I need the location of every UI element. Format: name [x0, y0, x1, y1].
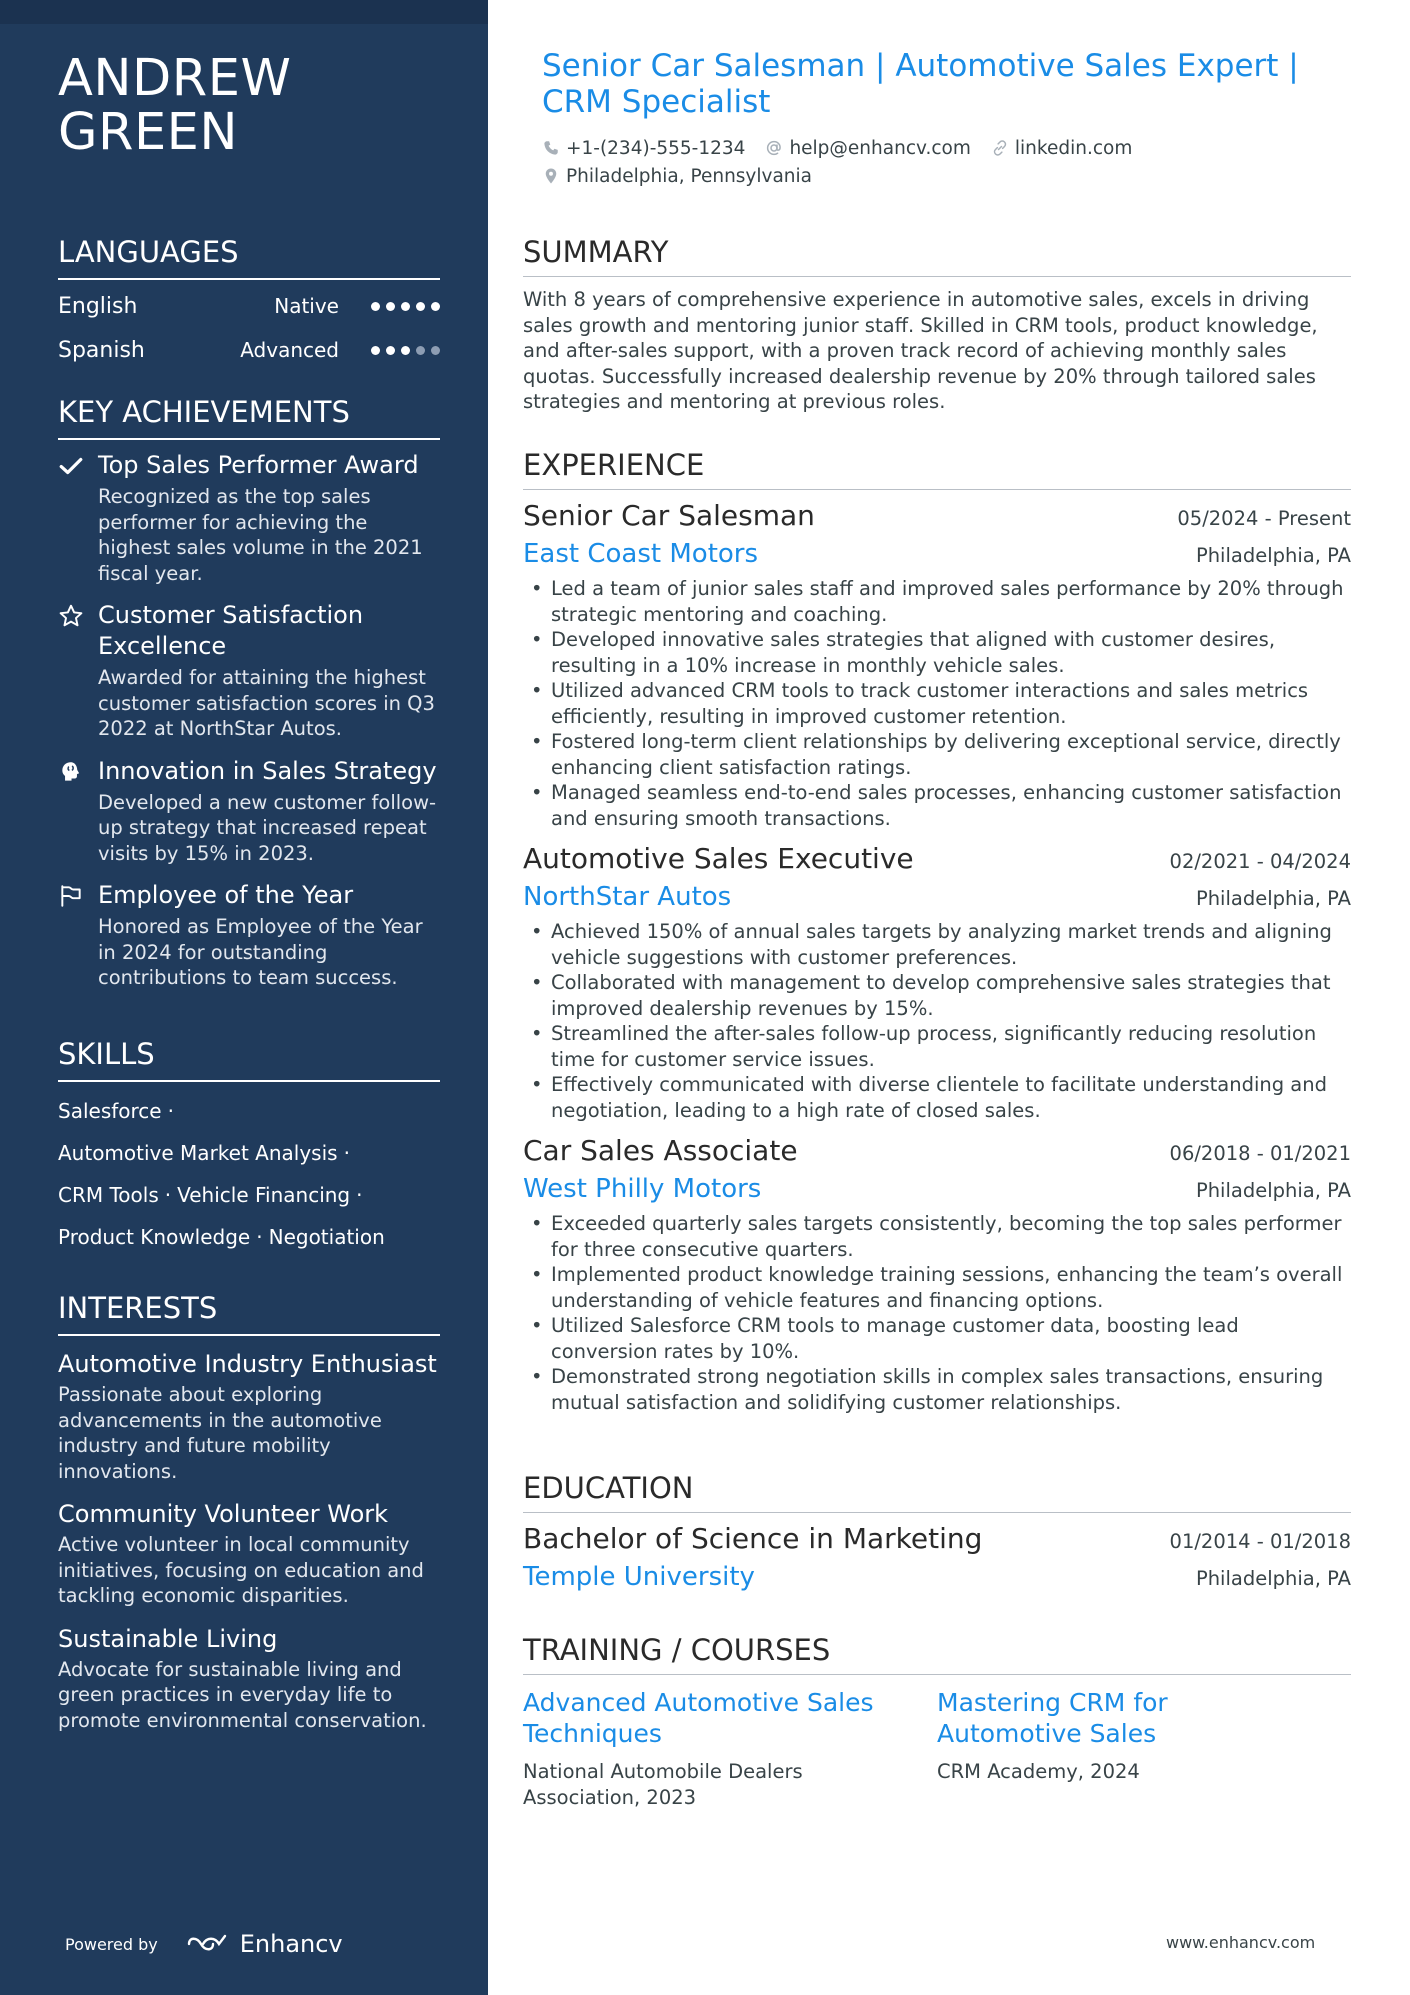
location-text: Philadelphia, Pennsylvania — [566, 165, 813, 187]
job-location: Philadelphia, PA — [1195, 544, 1351, 567]
location-pin-icon — [542, 167, 560, 185]
email-address: help@enhancv.com — [789, 137, 971, 159]
job-location: Philadelphia, PA — [1195, 1179, 1351, 1202]
achievement-item — [58, 450, 440, 586]
skills-title: SKILLS — [58, 1036, 440, 1082]
proficiency-dot-filled — [371, 302, 380, 311]
training-section — [523, 1632, 1351, 1810]
enhancv-logo-icon — [186, 1933, 230, 1955]
job-date: 06/2018 - 01/2021 — [1169, 1142, 1351, 1165]
proficiency-dot-filled — [401, 346, 410, 355]
language-row — [58, 328, 440, 372]
education-location: Philadelphia, PA — [1195, 1567, 1351, 1590]
star-icon — [58, 603, 84, 629]
job-entry — [523, 498, 1351, 831]
course-title: Mastering CRM for Automotive Sales — [937, 1688, 1168, 1748]
proficiency-dot-filled — [386, 346, 395, 355]
achievement-desc: Developed a new customer follow-up strategy that increased repeat visits by 15% in 2023. — [98, 790, 437, 865]
flag-icon — [58, 883, 84, 909]
profile-link: linkedin.com — [1014, 137, 1133, 159]
proficiency-dot-filled — [401, 302, 410, 311]
language-level: Advanced — [240, 338, 339, 362]
proficiency-dot-empty — [416, 346, 425, 355]
skill-item: Vehicle Financing — [177, 1183, 351, 1207]
at-icon — [765, 139, 783, 157]
job-bullet: • Led a team of junior sales staff and improved sales performance by 20% through strategic mentoring and coaching. — [523, 576, 1351, 627]
interest-title: Automotive Industry Enthusiast — [58, 1350, 437, 1378]
achievement-title: Top Sales Performer Award — [98, 451, 419, 479]
language-name: Spanish — [58, 337, 145, 363]
powered-by-label: Powered by — [65, 1934, 158, 1954]
job-entry — [523, 1133, 1351, 1415]
course-provider: CRM Academy, 2024 — [937, 1760, 1140, 1783]
job-bullet: • Implemented product knowledge training sessions, enhancing the team’s overall understanding of vehicle features and financing options. — [523, 1262, 1351, 1313]
job-bullet: • Streamlined the after-sales follow-up process, significantly reducing resolution time for customer service issues. — [523, 1021, 1351, 1072]
education-section — [523, 1470, 1351, 1593]
company-name: NorthStar Autos — [523, 882, 732, 912]
skill-item: Product Knowledge — [58, 1225, 251, 1249]
skill-item: Negotiation — [268, 1225, 385, 1249]
summary-section — [523, 234, 1351, 415]
interest-title: Community Volunteer Work — [58, 1500, 389, 1528]
job-bullet: • Fostered long-term client relationships by delivering exceptional service, directly enhancing client satisfaction ratings. — [523, 729, 1351, 780]
achievement-desc: Honored as Employee of the Year in 2024 for outstanding contributions to team success. — [98, 915, 423, 989]
achievement-title: Innovation in Sales Strategy — [98, 756, 437, 785]
skill-item: CRM Tools — [58, 1183, 159, 1207]
link-contact[interactable] — [991, 138, 1132, 159]
school-name: Temple University — [523, 1562, 755, 1592]
interests-section — [58, 1290, 440, 1733]
education-title: EDUCATION — [523, 1470, 1351, 1513]
proficiency-dot-filled — [371, 346, 380, 355]
skills-section: SKILLS Salesforce · Automotive Market Analysis · CRM Tools · Vehicle Financing · Product Knowledge · Negotiation — [58, 1036, 440, 1258]
job-title: Senior Car Salesman — [523, 499, 815, 532]
skill-item: Salesforce — [58, 1099, 162, 1123]
course-title: Advanced Automotive Sales Techniques — [523, 1688, 874, 1748]
footer-url[interactable]: www.enhancv.com — [1166, 1933, 1316, 1952]
contact-info — [542, 134, 1342, 190]
interest-desc: Active volunteer in local community initiatives, focusing on education and tackling economic disparities. — [58, 1533, 424, 1607]
experience-title: EXPERIENCE — [523, 447, 1351, 490]
job-date: 05/2024 - Present — [1177, 507, 1351, 530]
achievements-title: KEY ACHIEVEMENTS — [58, 394, 440, 440]
education-date: 01/2014 - 01/2018 — [1169, 1530, 1351, 1553]
achievement-title: Employee of the Year — [98, 881, 354, 909]
interests-title: INTERESTS — [58, 1290, 440, 1336]
interest-desc: Passionate about exploring advancements in the automotive industry and future mobility innovations. — [58, 1383, 382, 1483]
course-provider: National Automobile Dealers Association, 2023 — [523, 1760, 803, 1809]
achievement-title: Customer Satisfaction Excellence — [98, 601, 364, 660]
skill-item: Automotive Market Analysis — [58, 1141, 338, 1165]
degree-title: Bachelor of Science in Marketing — [523, 1522, 983, 1555]
proficiency-dot-filled — [431, 302, 440, 311]
proficiency-dot-filled — [416, 302, 425, 311]
proficiency-dot-empty — [431, 346, 440, 355]
enhancv-logo[interactable] — [186, 1930, 343, 1958]
interest-title: Sustainable Living — [58, 1624, 278, 1653]
languages-section — [58, 234, 440, 372]
phone-number: +1-(234)-555-1234 — [566, 137, 746, 159]
job-bullet: • Utilized Salesforce CRM tools to manage customer data, boosting lead conversion rates by 10%. — [523, 1313, 1351, 1364]
job-bullet: • Exceeded quarterly sales targets consistently, becoming the top sales performer for three consecutive quarters. — [523, 1211, 1351, 1262]
languages-title: LANGUAGES — [58, 234, 440, 280]
summary-text: With 8 years of comprehensive experience in automotive sales, excels in driving sales growth and mentoring junior staff. Skilled in CRM tools, product knowledge, and after-sales support, with a proven track record of achieving monthly sales quotas. Successfully increased dealership revenue by 20% through tailored sales strategies and mentoring at previous roles. — [523, 288, 1318, 413]
summary-title: SUMMARY — [523, 234, 1351, 277]
job-date: 02/2021 - 04/2024 — [1169, 850, 1351, 873]
phone-icon — [542, 139, 560, 157]
proficiency-dots — [371, 346, 440, 355]
company-name: West Philly Motors — [523, 1174, 762, 1204]
achievement-item — [58, 600, 440, 742]
job-bullet: • Managed seamless end-to-end sales processes, enhancing customer satisfaction and ensuring smooth transactions. — [523, 780, 1351, 831]
language-level: Native — [274, 294, 339, 318]
brain-icon — [58, 759, 84, 785]
experience-section — [523, 447, 1351, 1415]
course-item — [937, 1687, 1351, 1810]
proficiency-dot-filled — [386, 302, 395, 311]
company-name: East Coast Motors — [523, 539, 759, 569]
job-entry — [523, 841, 1351, 1123]
sidebar-top-bar — [0, 0, 488, 24]
job-bullet: • Utilized advanced CRM tools to track customer interactions and sales metrics efficiently, resulting in improved customer retention. — [523, 678, 1351, 729]
check-icon — [58, 453, 84, 479]
candidate-name: ANDREW GREEN — [58, 49, 292, 162]
job-bullet: • Effectively communicated with diverse clientele to facilitate understanding and negotiation, leading to a high rate of closed sales. — [523, 1072, 1351, 1123]
job-bullet: • Collaborated with management to develop comprehensive sales strategies that improved dealership revenues by 15%. — [523, 970, 1351, 1021]
job-title: Automotive Sales Executive — [523, 842, 914, 875]
job-bullet: • Demonstrated strong negotiation skills in complex sales transactions, ensuring mutual satisfaction and solidifying customer relationships. — [523, 1364, 1351, 1415]
achievements-section — [58, 394, 440, 991]
sidebar — [0, 0, 488, 1995]
powered-by — [65, 1930, 343, 1958]
achievement-item — [58, 756, 440, 867]
link-icon — [991, 139, 1009, 157]
achievement-item — [58, 880, 440, 991]
job-location: Philadelphia, PA — [1195, 887, 1351, 910]
achievement-desc: Awarded for attaining the highest customer satisfaction scores in Q3 2022 at NorthStar Autos. — [98, 666, 435, 740]
interest-desc: Advocate for sustainable living and green practices in everyday life to promote environmental conservation. — [58, 1657, 427, 1732]
proficiency-dots — [371, 302, 440, 311]
job-title: Car Sales Associate — [523, 1134, 798, 1167]
phone-contact[interactable] — [542, 138, 745, 159]
language-name: English — [58, 293, 138, 319]
job-bullet: • Achieved 150% of annual sales targets by analyzing market trends and aligning vehicle suggestions with customer preferences. — [523, 919, 1351, 970]
headline: Senior Car Salesman | Automotive Sales Expert | CRM Specialist — [542, 48, 1299, 120]
course-item — [523, 1687, 937, 1810]
job-bullet: • Developed innovative sales strategies that aligned with customer desires, resulting in a 10% increase in monthly vehicle sales. — [523, 627, 1351, 678]
location-contact — [542, 166, 812, 187]
language-row — [58, 284, 440, 328]
training-title: TRAINING / COURSES — [523, 1632, 1351, 1675]
email-contact[interactable] — [765, 138, 970, 159]
achievement-desc: Recognized as the top sales performer for achieving the highest sales volume in the 2021 fiscal year. — [98, 485, 423, 585]
brand-name: Enhancv — [239, 1930, 343, 1958]
